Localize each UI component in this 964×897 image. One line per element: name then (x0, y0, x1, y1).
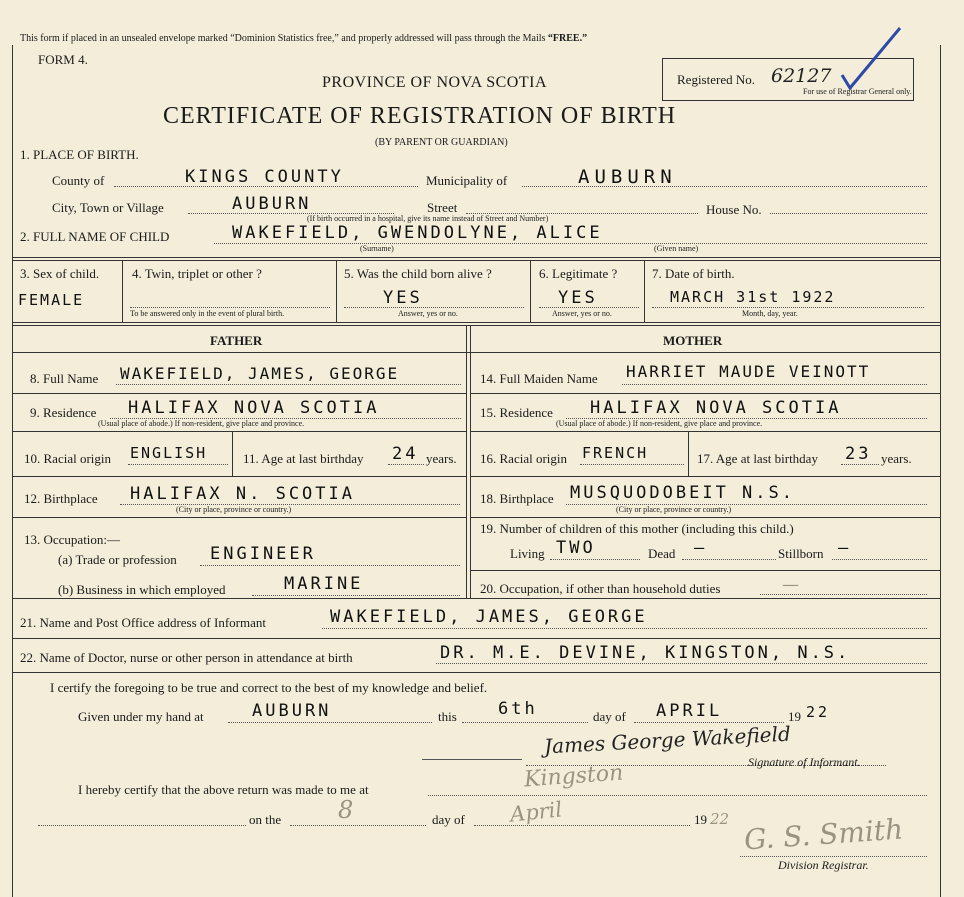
certificate-subtitle: (BY PARENT OR GUARDIAN) (375, 137, 508, 148)
left-border (12, 45, 13, 897)
doctor-line (436, 663, 927, 664)
given-place-line (228, 722, 432, 723)
registrar-place-line (428, 795, 927, 796)
mother-years-label: years. (881, 451, 912, 466)
center-divider (466, 325, 467, 598)
informant-label: 21. Name and Post Office address of Informant (20, 615, 266, 630)
twin-line (130, 307, 330, 308)
stillborn-value: — (838, 538, 852, 558)
rule-f8 (12, 393, 467, 394)
registered-value: 62127 (771, 65, 832, 87)
given-year-prefix: 19 (788, 709, 801, 724)
rule-20 (12, 598, 940, 599)
registrar-year-prefix: 19 (694, 812, 707, 827)
rule-father-head (12, 352, 470, 353)
registrar-signature-line (740, 856, 927, 857)
father-name-label: 8. Full Name (30, 371, 99, 386)
street-label: Street (427, 200, 458, 215)
rule-row3-top-double (12, 260, 940, 261)
mother-name-line (622, 384, 927, 385)
alive-value: YES (383, 288, 423, 308)
informant-signature: James George Wakefield (543, 721, 792, 759)
county-value: KINGS COUNTY (185, 167, 344, 187)
mother-birthplace-note: (City or place, province or country.) (616, 505, 732, 514)
father-heading: FATHER (210, 333, 263, 348)
informant-value: WAKEFIELD, JAMES, GEORGE (330, 607, 648, 627)
sex-value: FEMALE (18, 291, 85, 309)
house-line (770, 213, 927, 214)
registrar-leading-line (38, 825, 246, 826)
legit-note: Answer, yes or no. (552, 309, 612, 318)
right-border (940, 45, 941, 897)
child-name-line (214, 243, 927, 244)
doctor-value: DR. M.E. DEVINE, KINGSTON, N.S. (440, 643, 851, 663)
registrar-day-line (290, 825, 426, 826)
mother-occupation-value: — (782, 575, 799, 595)
father-business-value: MARINE (284, 574, 364, 594)
father-racial-line (128, 464, 228, 465)
on-the-label: on the (249, 812, 282, 827)
envelope-note (20, 33, 587, 44)
child-name-value: WAKEFIELD, GWENDOLYNE, ALICE (232, 223, 603, 243)
legit-label: 6. Legitimate ? (539, 266, 618, 281)
father-age-value: 24 (392, 444, 419, 464)
place-of-birth-heading: 1. PLACE OF BIRTH. (20, 147, 139, 162)
father-residence-value: HALIFAX NOVA SCOTIA (128, 398, 380, 418)
mother-name-label: 14. Full Maiden Name (480, 371, 598, 386)
rule-m18 (470, 517, 940, 518)
div-3-4 (122, 260, 123, 322)
given-place-value: AUBURN (252, 701, 332, 721)
given-label: Given under my hand at (78, 709, 204, 724)
province-heading: PROVINCE OF NOVA SCOTIA (322, 74, 548, 91)
rule-m16 (470, 476, 940, 477)
mother-children-label: 19. Number of children of this mother (including this child.) (480, 521, 794, 536)
dead-label: Dead (648, 546, 676, 561)
municipality-label: Municipality of (426, 173, 508, 188)
div-10-11 (232, 431, 233, 476)
county-label: County of (52, 173, 105, 188)
living-line (550, 559, 640, 560)
father-birthplace-value: HALIFAX N. SCOTIA (130, 484, 355, 504)
legit-value: YES (558, 288, 598, 308)
father-name-value: WAKEFIELD, JAMES, GEORGE (120, 364, 400, 383)
given-name-caption: (Given name) (654, 244, 699, 253)
hospital-note: (If birth occurred in a hospital, give its name instead of Street and Number) (307, 214, 549, 223)
house-label: House No. (706, 202, 762, 217)
registered-label: Registered No. (677, 72, 755, 87)
registrar-caption: Division Registrar. (778, 858, 869, 872)
certify-text: I certify the foregoing to be true and correct to the best of my knowledge and belief. (50, 680, 488, 695)
dead-line (682, 559, 776, 560)
rule-row3-bottom-double (12, 325, 940, 326)
rule-m15 (470, 431, 940, 432)
dob-value: MARCH 31st 1922 (670, 288, 836, 306)
rule-22 (12, 672, 940, 673)
twin-note: To be answered only in the event of plural birth. (130, 309, 285, 318)
city-label: City, Town or Village (52, 200, 164, 215)
mother-age-line (841, 464, 879, 465)
dead-value: — (694, 538, 708, 558)
div-16-17 (688, 431, 689, 476)
registrar-place-value: Kingston (523, 760, 625, 793)
alive-line (344, 307, 524, 308)
registrar-month-line (474, 825, 690, 826)
registrar-year-suffix: 22 (710, 810, 730, 828)
registrar-day-value: 8 (338, 796, 354, 824)
father-residence-label: 9. Residence (30, 405, 97, 420)
stillborn-label: Stillborn (778, 546, 824, 561)
registrar-day-of-label: day of (432, 812, 465, 827)
registrar-signature: G. S. Smith (743, 812, 905, 857)
registrar-month-value: April (508, 797, 564, 827)
mother-birthplace-label: 18. Birthplace (480, 491, 554, 506)
rule-f9 (12, 431, 467, 432)
rule-f10 (12, 476, 467, 477)
dob-label: 7. Date of birth. (652, 266, 735, 281)
informant-flourish (422, 759, 522, 760)
alive-label: 5. Was the child born alive ? (344, 266, 492, 281)
father-racial-label: 10. Racial origin (24, 451, 112, 466)
rule-row3-top (12, 257, 940, 258)
informant-signature-caption: Signature of Informant. (748, 755, 861, 769)
rule-mother-head (470, 352, 940, 353)
given-month-value: APRIL (656, 701, 723, 721)
father-business-line (252, 595, 460, 596)
informant-line (322, 628, 927, 629)
mother-residence-label: 15. Residence (480, 405, 553, 420)
father-racial-value: ENGLISH (130, 444, 208, 462)
certificate-title: CERTIFICATE OF REGISTRATION OF BIRTH (163, 103, 677, 129)
surname-caption: (Surname) (360, 244, 394, 253)
given-day-line (462, 722, 588, 723)
father-birthplace-label: 12. Birthplace (24, 491, 98, 506)
given-year-suffix: 22 (806, 703, 831, 721)
mother-name-value: HARRIET MAUDE VEINOTT (626, 362, 871, 381)
living-label: Living (510, 546, 545, 561)
registered-note: For use of Registrar General only. (803, 87, 912, 96)
living-value: TWO (556, 538, 596, 558)
mother-abode-note: (Usual place of abode.) If non-resident, give place and province. (556, 419, 763, 428)
doctor-label: 22. Name of Doctor, nurse or other person in attendance at birth (20, 650, 353, 665)
city-value: AUBURN (232, 194, 312, 214)
rule-row3-bottom (12, 322, 940, 323)
form-number: FORM 4. (38, 52, 88, 67)
given-day-value: 6th (498, 699, 538, 719)
sex-label: 3. Sex of child. (20, 266, 100, 281)
stillborn-line (832, 559, 927, 560)
mother-birthplace-value: MUSQUODOBEIT N.S. (570, 483, 795, 503)
municipality-value: AUBURN (578, 166, 677, 188)
mother-heading: MOTHER (663, 333, 723, 348)
father-abode-note: (Usual place of abode.) If non-resident, give place and province. (98, 419, 305, 428)
father-birthplace-note: (City or place, province or country.) (176, 505, 292, 514)
mother-age-value: 23 (845, 444, 872, 464)
center-divider-double (470, 325, 471, 598)
rule-m19 (470, 570, 940, 571)
mother-racial-line (580, 464, 684, 465)
envelope-note-text: This form if placed in an unsealed envelope marked “Dominion Statistics free,” and properly addressed will pass through the Mails (20, 33, 546, 44)
dob-note: Month, day, year. (742, 309, 798, 318)
father-age-line (388, 464, 424, 465)
rule-m14 (470, 393, 940, 394)
twin-label: 4. Twin, triplet or other ? (132, 266, 262, 281)
registration-checkmark (820, 20, 905, 100)
div-4-5 (336, 260, 337, 322)
dob-line (652, 307, 924, 308)
rule-21 (12, 638, 940, 639)
father-age-label: 11. Age at last birthday (243, 451, 364, 466)
father-years-label: years. (426, 451, 457, 466)
div-5-6 (530, 260, 531, 322)
this-label: this (438, 709, 457, 724)
alive-note: Answer, yes or no. (398, 309, 458, 318)
mother-racial-label: 16. Racial origin (480, 451, 568, 466)
father-trade-line (200, 565, 460, 566)
father-occupation-label: 13. Occupation:— (24, 532, 121, 547)
mother-racial-value: FRENCH (582, 444, 649, 462)
given-day-of-label: day of (593, 709, 626, 724)
mother-occupation-label: 20. Occupation, if other than household duties (480, 581, 721, 596)
father-trade-label: (a) Trade or profession (58, 552, 177, 567)
mother-age-label: 17. Age at last birthday (697, 451, 818, 466)
rule-f12 (12, 517, 467, 518)
registrar-text: I hereby certify that the above return was made to me at (78, 782, 369, 797)
father-name-line (116, 384, 461, 385)
father-trade-value: ENGINEER (210, 544, 316, 564)
envelope-note-free: “FREE.” (547, 33, 588, 44)
child-name-label: 2. FULL NAME OF CHILD (20, 229, 170, 244)
div-6-7 (644, 260, 645, 322)
father-business-label: (b) Business in which employed (58, 582, 226, 597)
mother-residence-value: HALIFAX NOVA SCOTIA (590, 398, 842, 418)
